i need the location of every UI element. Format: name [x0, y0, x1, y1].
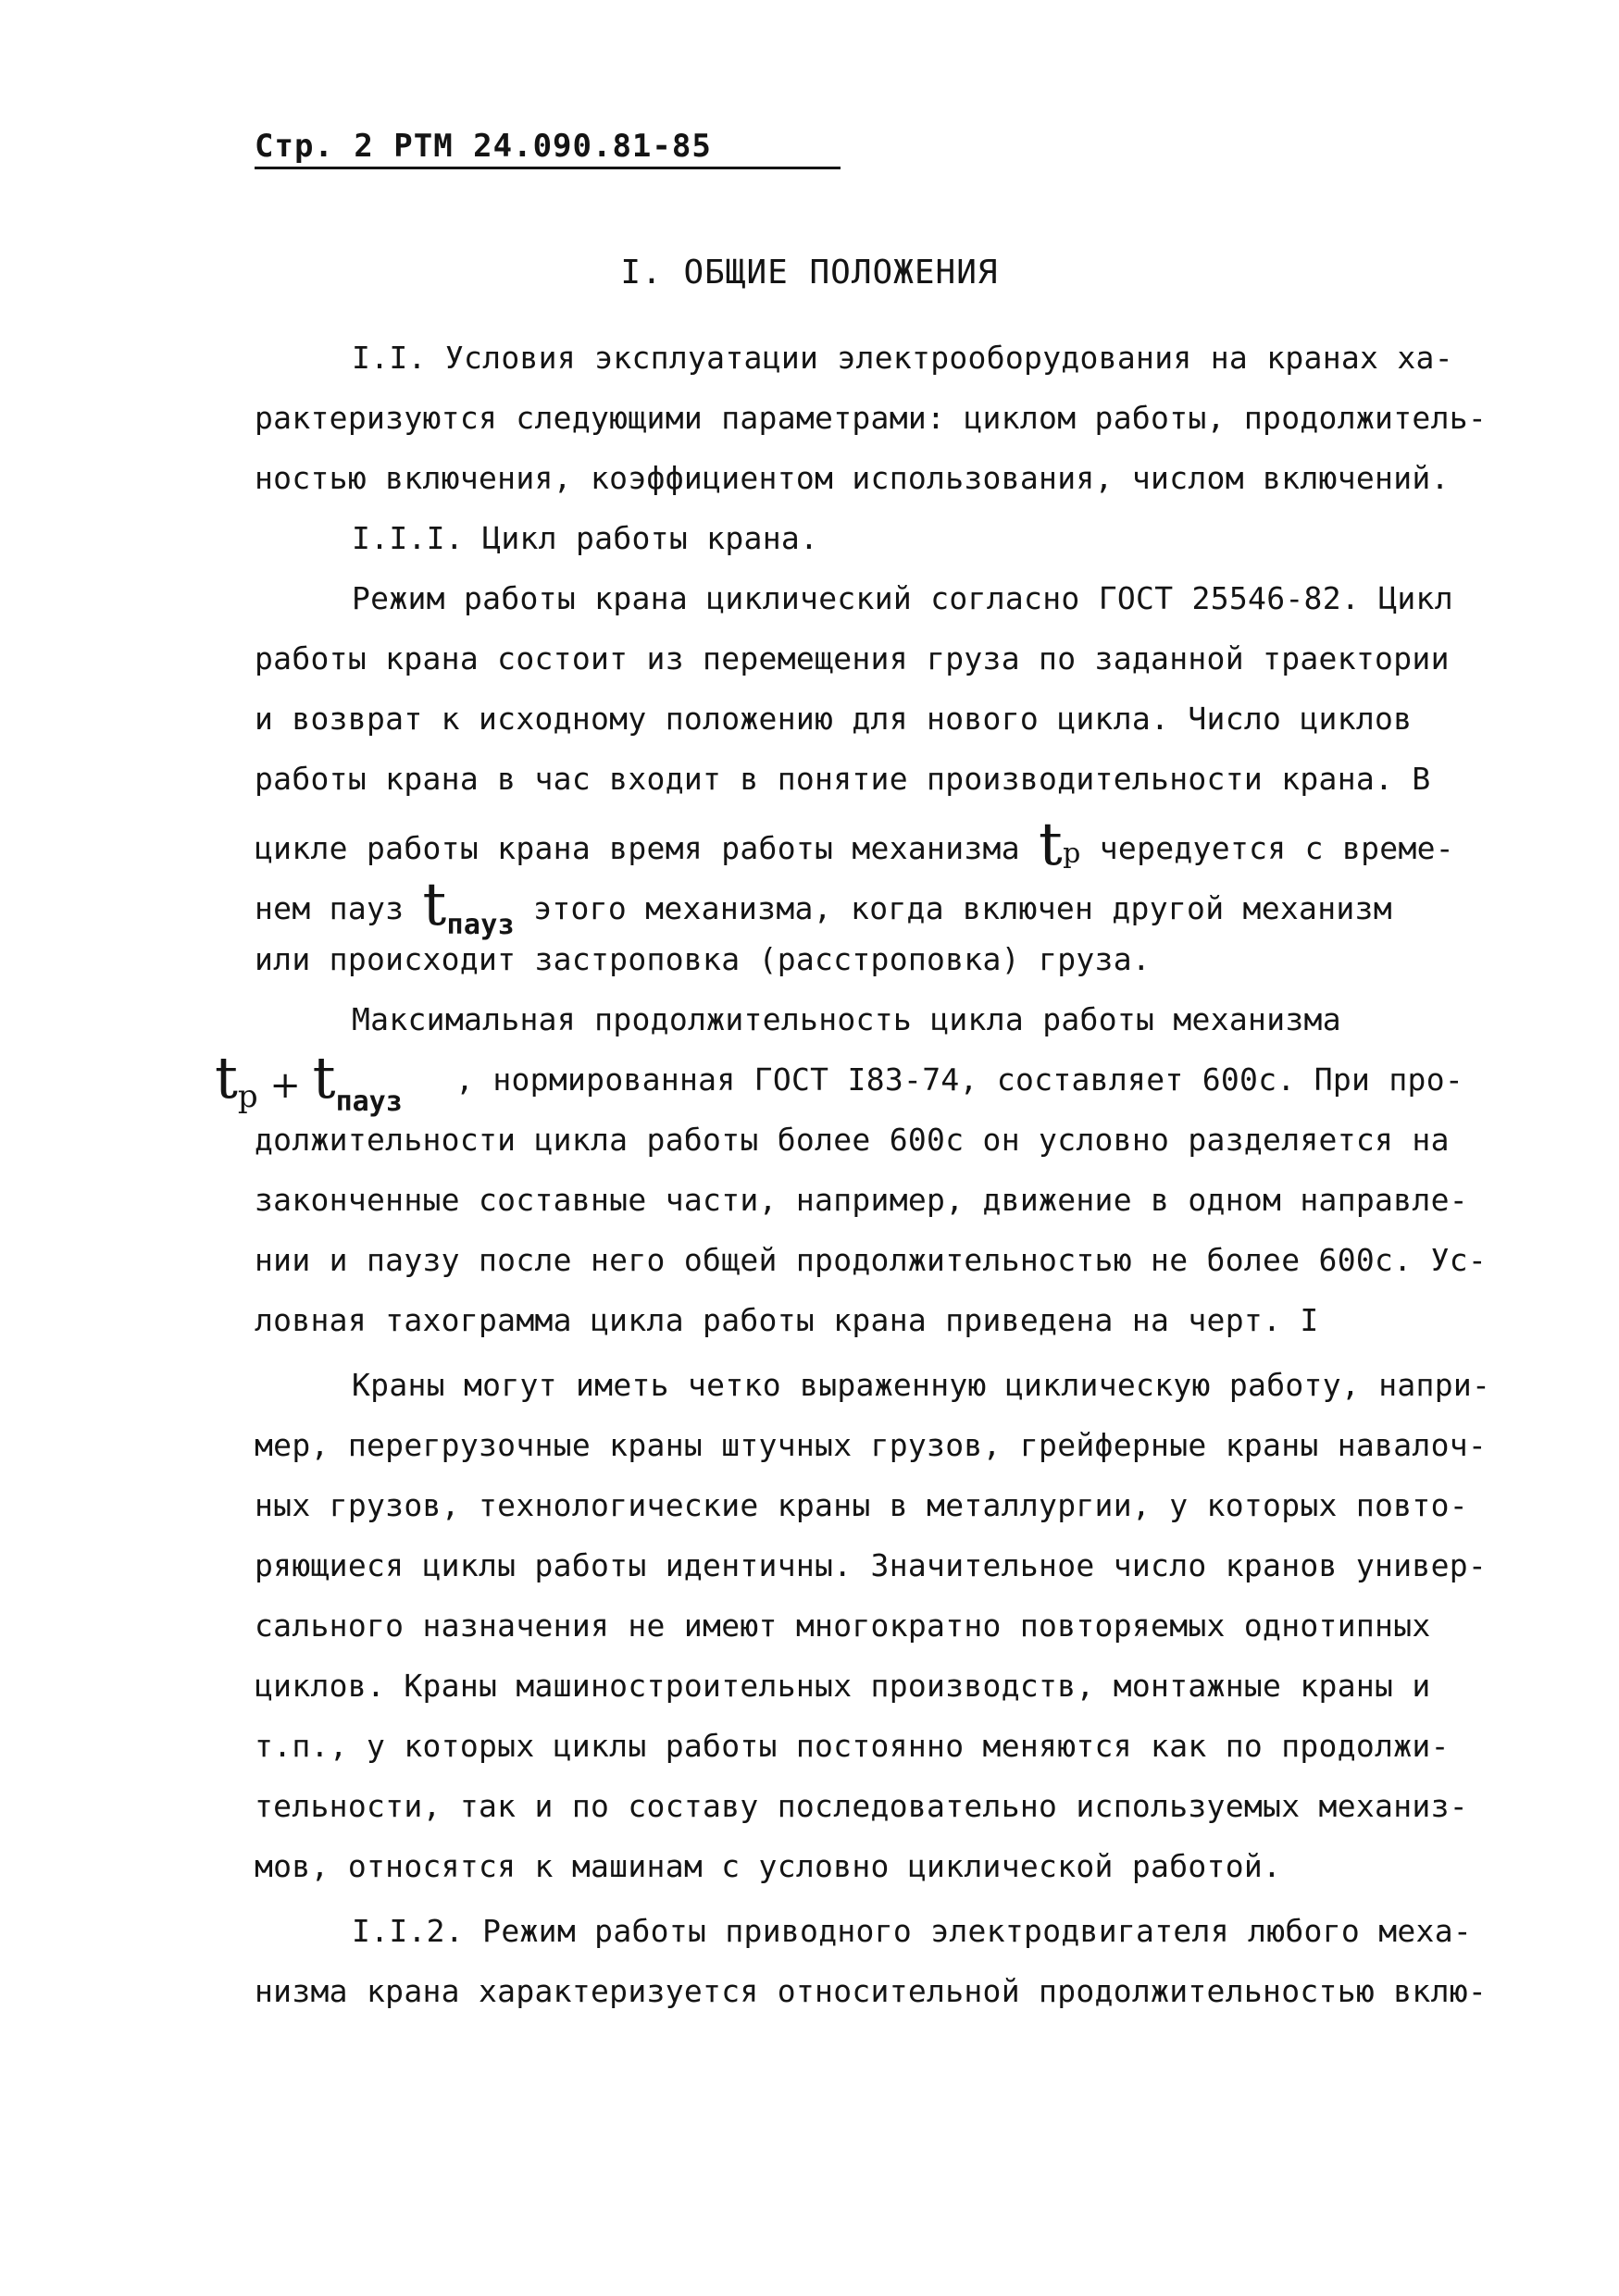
paragraph-line: циклов. Краны машиностроительных производств, монтажные краны и	[255, 1668, 1431, 1704]
paragraph-line: ностью включения, коэффициентом использования, числом включений.	[255, 460, 1450, 496]
time-symbol-subscript: пауз	[446, 909, 515, 941]
paragraph-line: должительности цикла работы более 600с он условно разделяется на	[255, 1122, 1450, 1158]
paragraph-line: законченные составные части, например, движение в одном направле-	[255, 1182, 1468, 1218]
handwritten-formula	[215, 1044, 403, 1118]
paragraph-line-with-symbol	[255, 871, 1392, 941]
paragraph-line: ловная тахограмма цикла работы крана приведена на черт. I	[255, 1302, 1319, 1338]
paragraph-text: этого механизма, когда включен другой механизм	[533, 890, 1392, 926]
paragraph-line: рактеризуются следующими параметрами: циклом работы, продолжитель-	[255, 400, 1488, 436]
paragraph-line: Режим работы крана циклический согласно ГОСТ 25546-82. Цикл	[352, 580, 1453, 616]
time-symbol-subscript: р	[1063, 838, 1081, 870]
paragraph-line: низма крана характеризуется относительной продолжительностью вклю-	[255, 1973, 1488, 2009]
paragraph-line: тельности, так и по составу последовательно используемых механиз-	[255, 1788, 1468, 1824]
paragraph-line: Максимальная продолжительность цикла работы механизма	[352, 1001, 1341, 1037]
paragraph-text: нем пауз	[255, 890, 405, 926]
paragraph-line: Краны могут иметь четко выраженную циклическую работу, напри-	[352, 1367, 1491, 1403]
section-title: I. ОБЩИЕ ПОЛОЖЕНИЯ	[620, 254, 999, 292]
paragraph-line: ряющиеся циклы работы идентичны. Значительное число кранов универ-	[255, 1547, 1488, 1583]
formula-subscript: р	[237, 1078, 258, 1115]
formula-t-symbol: t	[215, 1044, 238, 1111]
paragraph-text: чередуется с време-	[1099, 830, 1454, 866]
paragraph-line: мов, относятся к машинам с условно циклической работой.	[255, 1848, 1282, 1884]
paragraph-line: и возврат к исходному положению для нового цикла. Число циклов	[255, 701, 1413, 737]
time-symbol-t: t	[422, 871, 447, 939]
subsection-heading: I.I.I. Цикл работы крана.	[352, 520, 819, 556]
paragraph-text: цикле работы крана время работы механизма	[255, 830, 1020, 866]
page-header: Стр. 2 РТМ 24.090.81-85	[255, 128, 841, 169]
paragraph-line: ных грузов, технологические краны в металлургии, у которых повто-	[255, 1487, 1468, 1523]
paragraph-line-with-symbol	[255, 811, 1454, 879]
formula-subscript: пауз	[335, 1086, 403, 1118]
paragraph-line: работы крана в час входит в понятие производительности крана. В	[255, 761, 1431, 797]
paragraph-line: мер, перегрузочные краны штучных грузов, грейферные краны навалоч-	[255, 1427, 1488, 1463]
paragraph-line: нии и паузу после него общей продолжительностью не более 600с. Ус-	[255, 1242, 1488, 1278]
paragraph-line: I.I. Условия эксплуатации электрооборудования на кранах ха-	[352, 340, 1453, 376]
paragraph-line: или происходит застроповка (расстроповка) груза.	[255, 941, 1152, 977]
paragraph-line: сального назначения не имеют многократно повторяемых однотипных	[255, 1607, 1431, 1644]
formula-plus: +	[269, 1064, 301, 1107]
paragraph-line: т.п., у которых циклы работы постоянно меняются как по продолжи-	[255, 1728, 1450, 1764]
paragraph-line: работы крана состоит из перемещения груза по заданной траектории	[255, 640, 1450, 676]
formula-t-symbol: t	[312, 1044, 336, 1111]
time-symbol-t: t	[1039, 811, 1064, 879]
paragraph-line: , нормированная ГОСТ I83-74, составляет 600с. При про-	[455, 1061, 1464, 1098]
paragraph-line: I.I.2. Режим работы приводного электродвигателя любого меха-	[352, 1913, 1473, 1949]
